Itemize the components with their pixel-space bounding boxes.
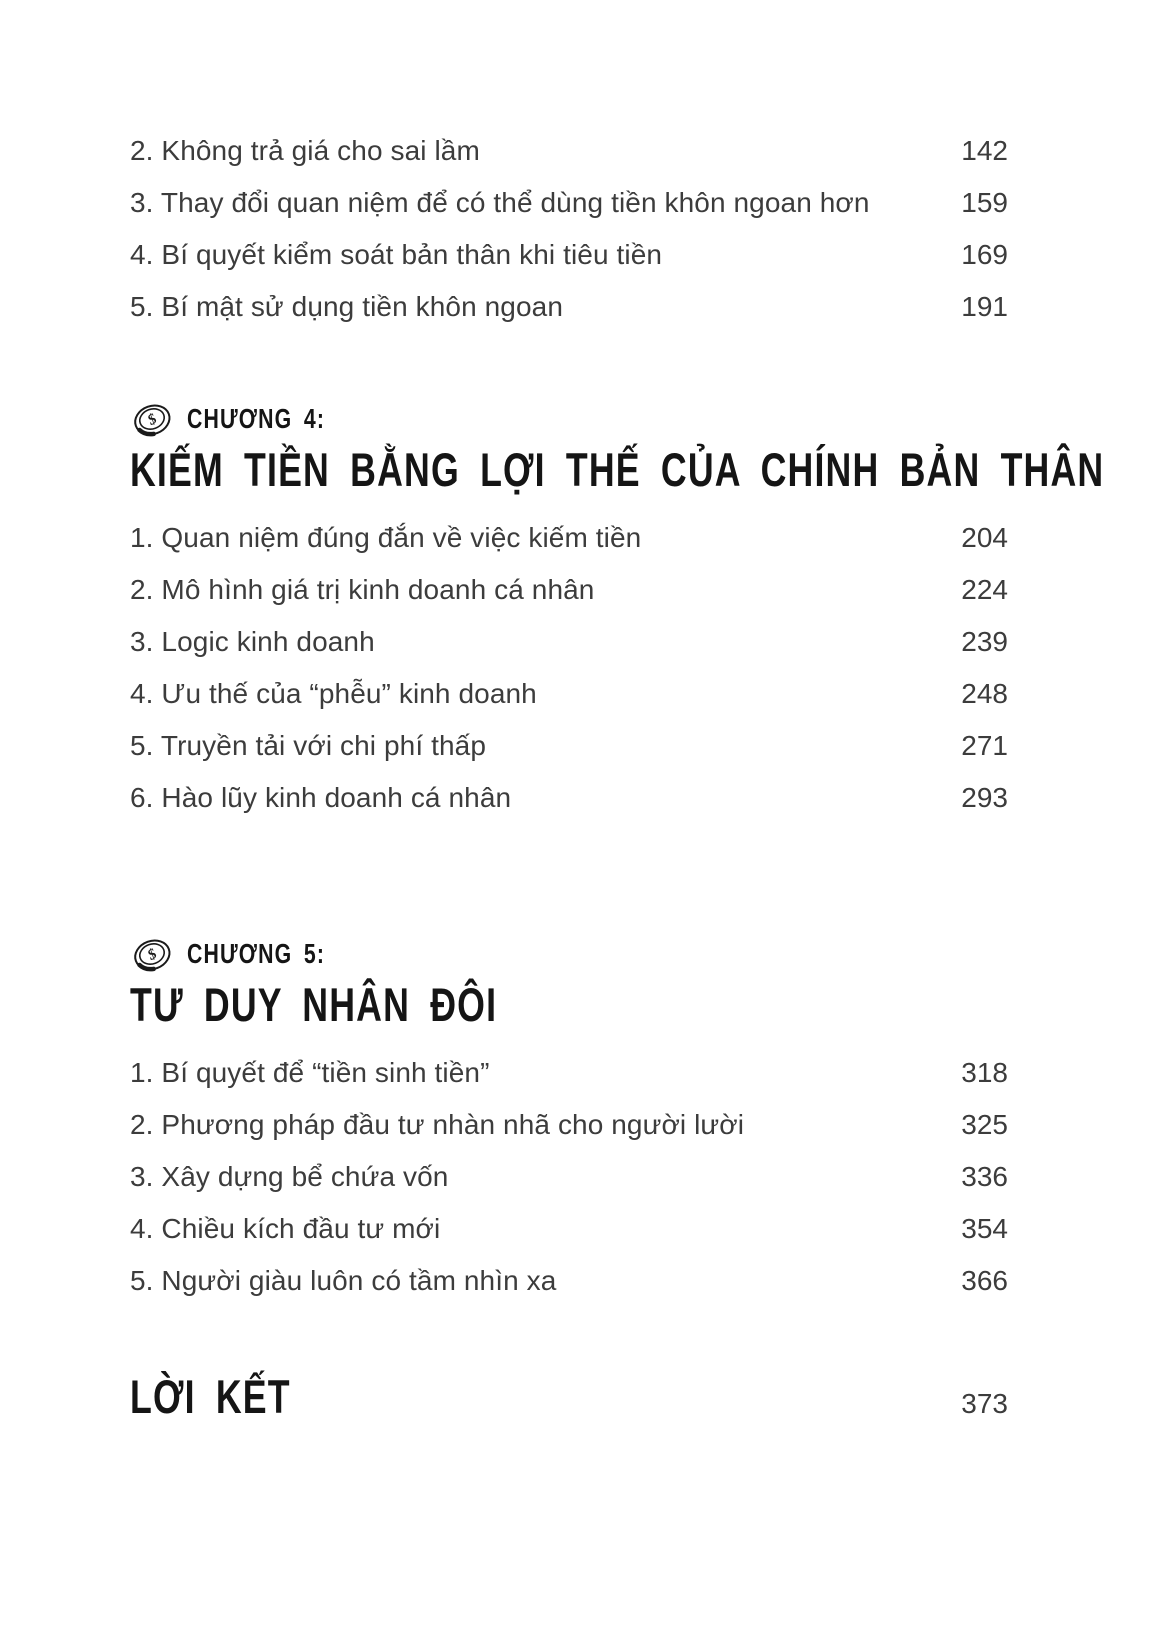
chapter-5-kicker-line xyxy=(130,930,1008,978)
intro-items-list xyxy=(130,134,1008,323)
chapter-5-section xyxy=(130,930,1008,1297)
toc-entry xyxy=(130,573,1008,606)
toc-entry-page-number: 204 xyxy=(961,522,1008,553)
svg-text:$: $ xyxy=(145,946,160,964)
toc-entry-label: 2. Phương pháp đầu tư nhàn nhã cho người lười xyxy=(130,1109,745,1140)
toc-entry xyxy=(130,290,1008,323)
toc-entry-label: 5. Bí mật sử dụng tiền khôn ngoan xyxy=(130,291,563,322)
ending-page-number: 373 xyxy=(961,1388,1008,1419)
toc-entry-label: 5. Truyền tải với chi phí thấp xyxy=(130,730,486,761)
ending-section xyxy=(130,1371,1008,1423)
toc-entry-page-number: 318 xyxy=(961,1057,1008,1088)
toc-entry xyxy=(130,729,1008,762)
toc-entry-page-number: 325 xyxy=(961,1109,1008,1140)
chapter-4-section xyxy=(130,395,1105,814)
toc-entry-page-number: 366 xyxy=(961,1265,1008,1296)
ending-title: LỜI KẾT xyxy=(130,1370,291,1423)
toc-entry-label: 1. Quan niệm đúng đắn về việc kiếm tiền xyxy=(130,522,642,553)
chapter-5-items-list xyxy=(130,1056,1008,1297)
toc-entry-label: 4. Bí quyết kiểm soát bản thân khi tiêu tiền xyxy=(130,239,663,270)
coin-icon xyxy=(130,930,174,978)
chapter-4-title: KIẾM TIỀN BẰNG LỢI THẾ CỦA CHÍNH BẢN THÂN xyxy=(130,443,1105,496)
toc-entry-label: 2. Mô hình giá trị kinh doanh cá nhân xyxy=(130,574,595,605)
svg-text:$: $ xyxy=(145,411,160,429)
toc-entry-page-number: 293 xyxy=(961,782,1008,813)
toc-entry xyxy=(130,1160,1008,1193)
toc-entry xyxy=(130,521,1008,554)
toc-entry-page-number: 169 xyxy=(961,239,1008,270)
toc-entry-page-number: 336 xyxy=(961,1161,1008,1192)
chapter-4-items-list xyxy=(130,521,1008,814)
toc-entry-label: 3. Logic kinh doanh xyxy=(130,626,375,657)
toc-entry-page-number: 159 xyxy=(961,187,1008,218)
toc-entry xyxy=(130,625,1008,658)
toc-entry-page-number: 354 xyxy=(961,1213,1008,1244)
chapter-5-kicker: CHƯƠNG 5: xyxy=(187,938,326,969)
toc-entry xyxy=(130,238,1008,271)
chapter-4-kicker-line xyxy=(130,395,1008,443)
toc-entry-page-number: 191 xyxy=(961,291,1008,322)
toc-entry xyxy=(130,1108,1008,1141)
toc-entry-label: 4. Chiều kích đầu tư mới xyxy=(130,1213,441,1244)
toc-entry-label: 4. Ưu thế của “phễu” kinh doanh xyxy=(130,678,537,709)
chapter-4-kicker: CHƯƠNG 4: xyxy=(187,403,326,434)
toc-entry-label: 3. Thay đổi quan niệm để có thể dùng tiền khôn ngoan hơn xyxy=(130,187,870,218)
toc-entry-page-number: 239 xyxy=(961,626,1008,657)
toc-entry-page-number: 142 xyxy=(961,135,1008,166)
toc-entry-label: 5. Người giàu luôn có tầm nhìn xa xyxy=(130,1265,557,1296)
toc-entry-label: 6. Hào lũy kinh doanh cá nhân xyxy=(130,782,512,813)
coin-icon xyxy=(130,395,174,443)
toc-entry xyxy=(130,186,1008,219)
toc-entry-label: 3. Xây dựng bể chứa vốn xyxy=(130,1161,449,1192)
toc-entry xyxy=(130,134,1008,167)
toc-entry-page-number: 271 xyxy=(961,730,1008,761)
toc-entry-label: 1. Bí quyết để “tiền sinh tiền” xyxy=(130,1057,490,1088)
toc-entry xyxy=(130,1212,1008,1245)
chapter-5-title: TƯ DUY NHÂN ĐÔI xyxy=(130,978,498,1031)
toc-entry xyxy=(130,781,1008,814)
toc-entry xyxy=(130,677,1008,710)
toc-entry xyxy=(130,1056,1008,1089)
toc-entry-page-number: 248 xyxy=(961,678,1008,709)
toc-entry xyxy=(130,1264,1008,1297)
toc-entry-page-number: 224 xyxy=(961,574,1008,605)
toc-entry-label: 2. Không trả giá cho sai lầm xyxy=(130,135,480,166)
